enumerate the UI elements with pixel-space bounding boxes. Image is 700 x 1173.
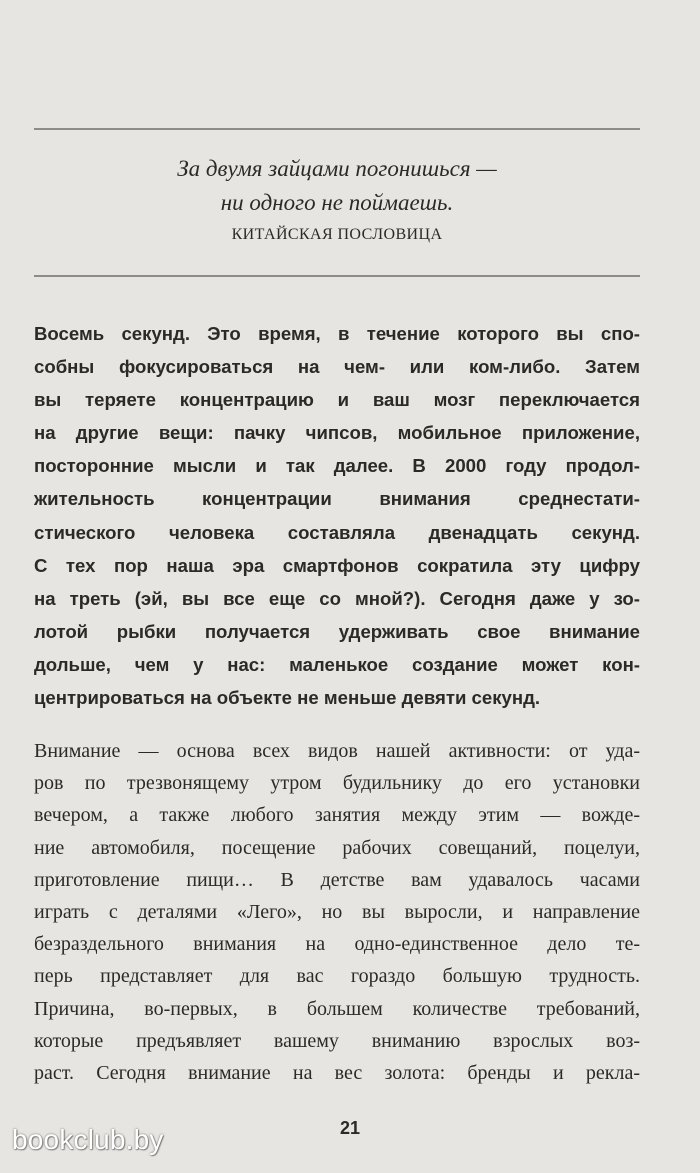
text-line: приготовление пищи… В детстве вам удавалось часами: [34, 868, 640, 891]
text-line: перь представляет для вас гораздо большую трудность.: [34, 965, 640, 988]
epigraph-line: За двумя зайцами погонишься —: [177, 156, 497, 181]
text-line: раст. Сегодня внимание на вес золота: бренды и рекла-: [34, 1061, 640, 1084]
text-line: на треть (эй, вы все еще со мной?). Сегодня даже у зо-: [34, 587, 640, 609]
text-line: посторонние мысли и так далее. В 2000 году продол-: [34, 455, 640, 477]
lead-paragraph: [34, 317, 640, 714]
page-number: 21: [339, 1118, 361, 1138]
text-line: стического человека составляла двенадцать секунд.: [34, 521, 640, 543]
text-line: собны фокусироваться на чем- или ком-либо. Затем: [34, 356, 640, 378]
bottom-rule: [34, 275, 640, 277]
text-line: Причина, во-первых, в большем количестве требований,: [34, 997, 640, 1020]
text-line: центрироваться на объекте не меньше девяти секунд.: [34, 687, 541, 709]
text-line: на другие вещи: пачку чипсов, мобильное приложение,: [34, 422, 640, 444]
text-line: С тех пор наша эра смартфонов сократила эту цифру: [34, 554, 640, 576]
epigraph-line: ни одного не поймаешь.: [220, 190, 454, 215]
text-line: Внимание — основа всех видов нашей активности: от уда-: [34, 740, 640, 762]
text-line: Восемь секунд. Это время, в течение которого вы спо-: [34, 323, 640, 344]
text-line: ров по трезвонящему утром будильнику до его установки: [34, 772, 640, 795]
text-line: дольше, чем у нас: маленькое создание может кон-: [34, 653, 640, 675]
text-line: лотой рыбки получается удерживать свое внимание: [34, 620, 640, 642]
top-rule: [34, 128, 640, 130]
watermark: bookclub.by: [12, 1124, 164, 1155]
text-line: ние автомобиля, посещение рабочих совещаний, поцелуи,: [34, 836, 640, 859]
text-line: безраздельного внимания на одно-единственное дело те-: [34, 933, 640, 956]
text-line: вечером, а также любого занятия между этим — вожде-: [34, 804, 640, 827]
text-line: которые предъявляет вашему вниманию взрослых воз-: [34, 1029, 640, 1052]
text-line: играть с деталями «Лего», но вы выросли, и направление: [34, 900, 640, 923]
text-line: вы теряете концентрацию и ваш мозг переключается: [34, 389, 640, 411]
epigraph: [34, 152, 640, 246]
body-paragraph: [34, 735, 640, 1089]
text-line: жительность концентрации внимания среднестати-: [34, 488, 640, 510]
epigraph-attribution: КИТАЙСКАЯ ПОСЛОВИЦА: [231, 226, 443, 243]
